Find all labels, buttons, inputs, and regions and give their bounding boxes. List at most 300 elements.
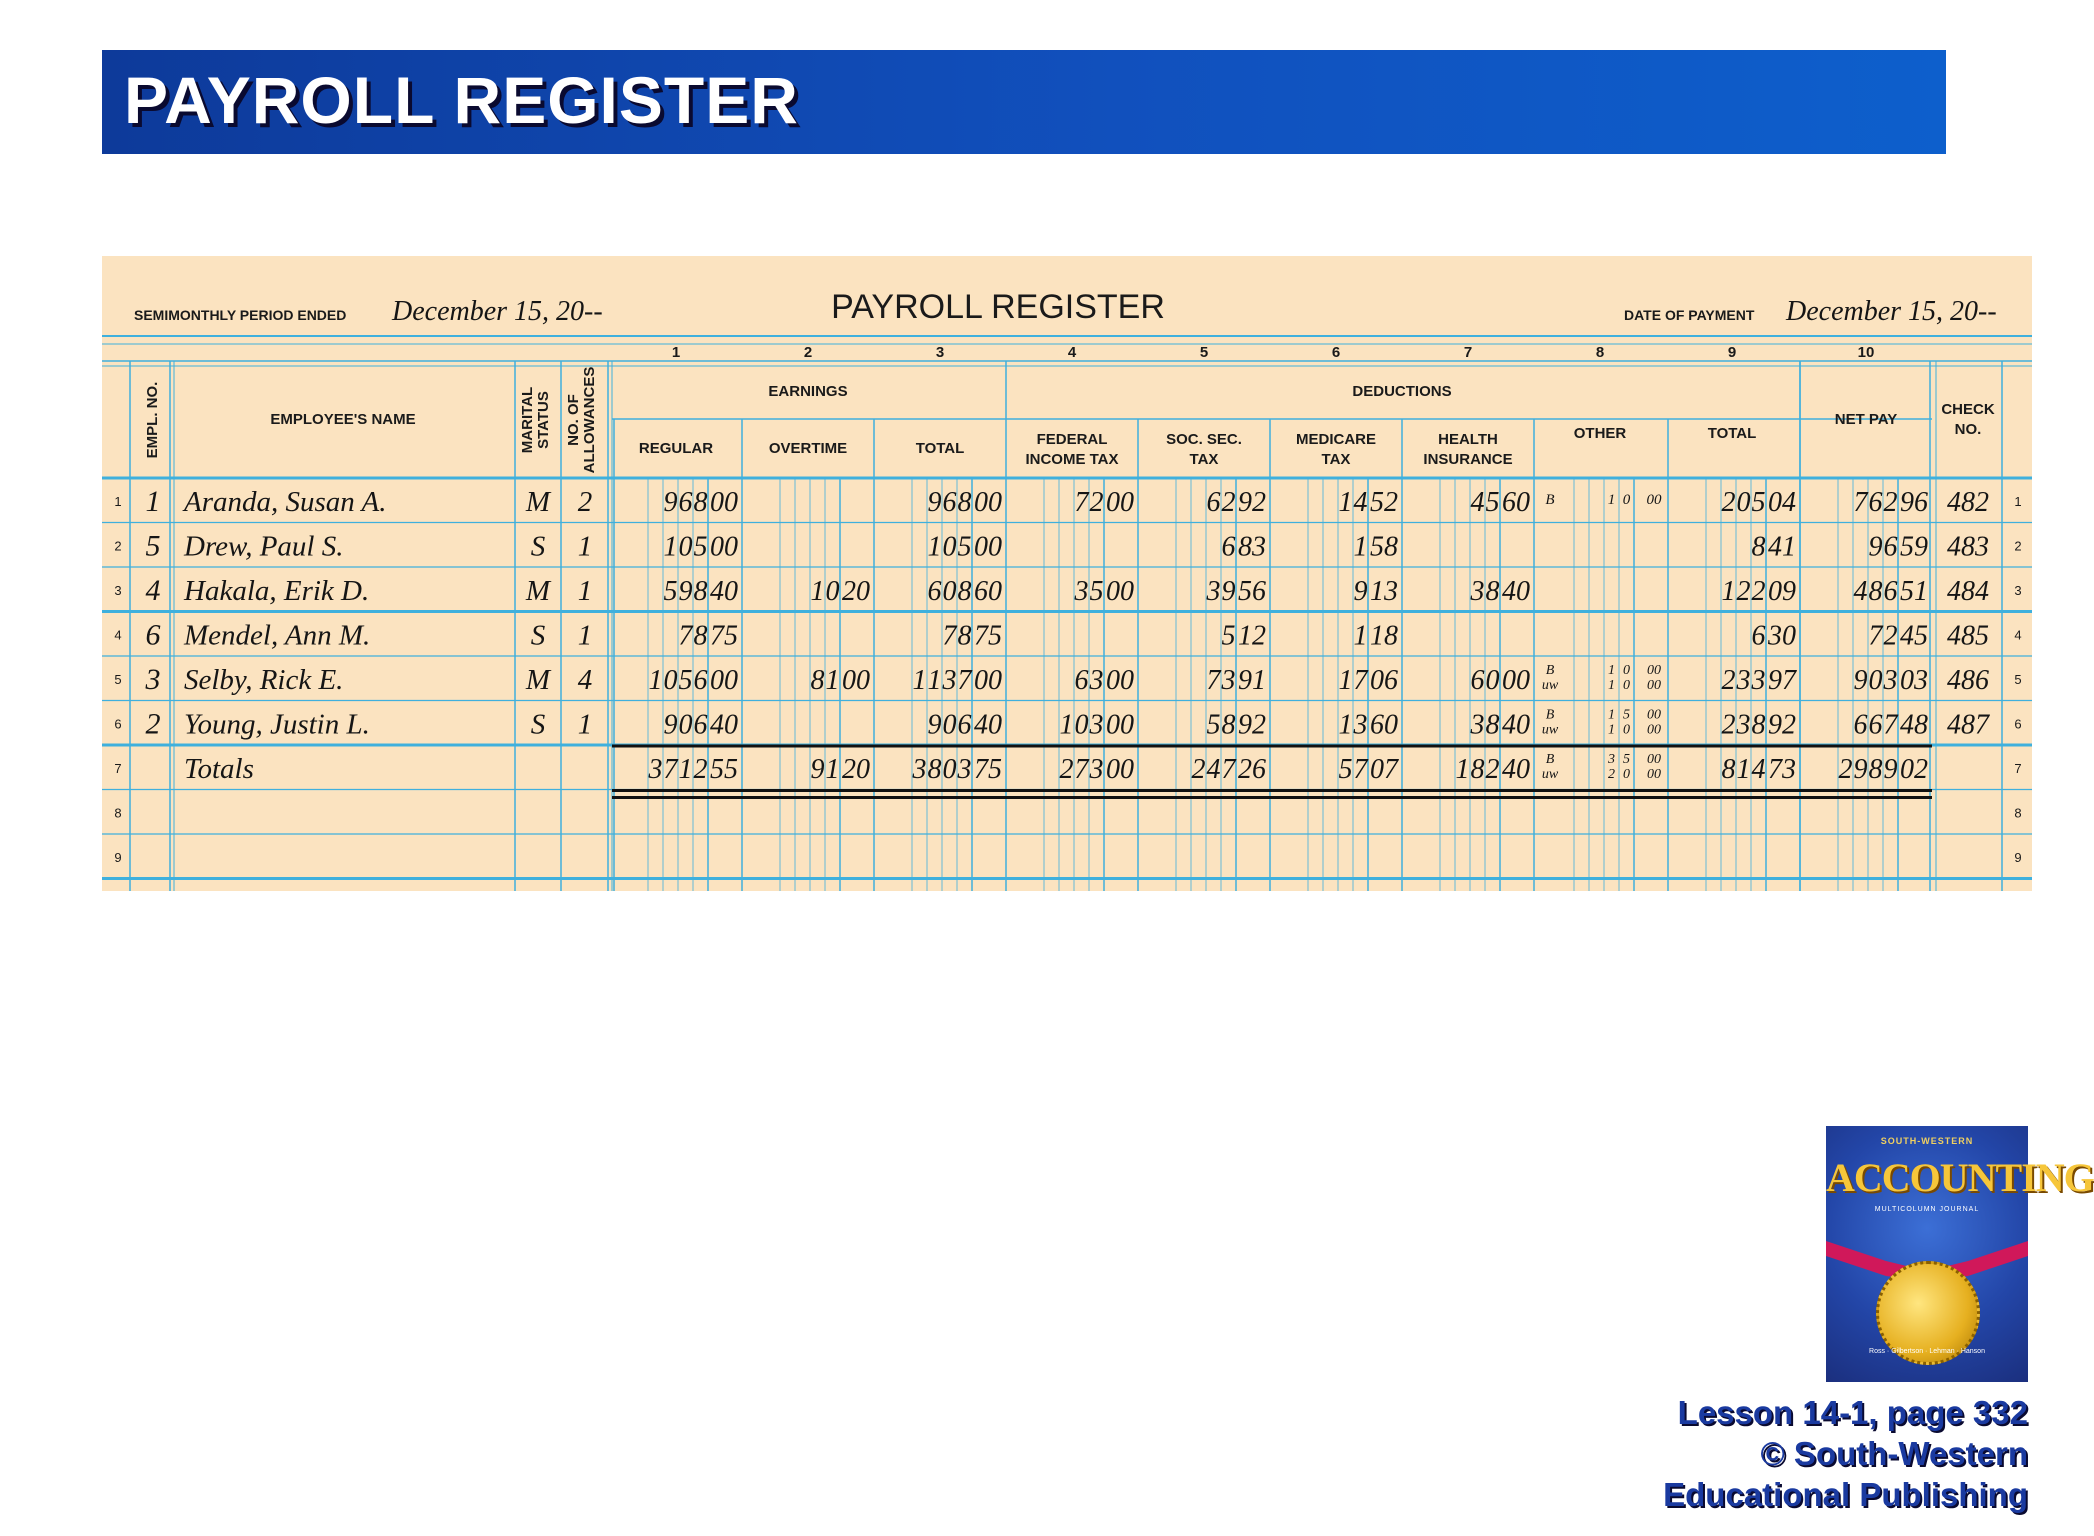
total_ded-amount-cents: 92 [1768, 709, 1796, 741]
federal-amount-digit: 7 [1074, 487, 1089, 518]
medicare-amount-digit: 4 [1353, 487, 1368, 518]
regular-amount-cents: 75 [710, 620, 738, 652]
other-deduction-digit: 0 [1623, 663, 1630, 678]
federal-amount-digit: 3 [1089, 665, 1104, 696]
check-number: 482 [1947, 487, 1989, 518]
marital-status: M [525, 486, 551, 518]
regular-amount-digit: 6 [678, 487, 693, 518]
totals-other-digit: 2 [1608, 767, 1615, 782]
line-number: 7 [2014, 761, 2022, 776]
total_ded-amount-digit: 2 [1751, 576, 1766, 607]
overtime-amount-cents: 00 [842, 665, 870, 696]
header-health: HEALTH [1438, 431, 1498, 448]
column-number: 2 [803, 344, 813, 361]
socsec-amount-digit: 3 [1221, 665, 1236, 696]
column-number: 5 [1199, 344, 1209, 361]
line-number: 8 [2014, 805, 2022, 821]
cover-subtitle: MULTICOLUMN JOURNAL [1874, 1206, 1980, 1213]
credit-publisher: Educational Publishing [1663, 1476, 2028, 1513]
medicare-amount-digit: 1 [1353, 620, 1368, 652]
totals-socsec-digit: 7 [1221, 754, 1236, 785]
total_ded-amount-digit: 8 [1751, 709, 1766, 741]
health-amount-cents: 40 [1502, 709, 1530, 741]
totals-total-digit: 8 [927, 754, 942, 785]
net-amount-digit: 2 [1883, 487, 1898, 518]
regular-amount-digit: 0 [678, 709, 693, 741]
other-deduction-digit: 1 [1608, 707, 1615, 723]
federal-amount-cents: 00 [1106, 665, 1134, 696]
totals-total_ded-cents: 73 [1768, 754, 1796, 785]
other-deduction-digit: 5 [1623, 707, 1630, 723]
net-amount-digit: 9 [1868, 531, 1883, 563]
totals-socsec-digit: 2 [1191, 754, 1206, 785]
health-amount-cents: 60 [1502, 487, 1530, 518]
accounting-book-cover [1826, 1126, 2094, 1382]
federal-amount-digit: 5 [1089, 576, 1104, 607]
medicare-amount-digit: 3 [1353, 709, 1368, 741]
line-number: 3 [114, 583, 122, 598]
total_ded-amount-digit: 6 [1751, 620, 1766, 652]
other-deduction-digit: 1 [1608, 722, 1615, 738]
total_ded-amount-cents: 30 [1768, 620, 1796, 652]
total-amount-cents: 00 [974, 487, 1002, 518]
column-number: 8 [1595, 344, 1605, 361]
header-health: INSURANCE [1423, 451, 1513, 468]
net-amount-digit: 7 [1883, 709, 1898, 741]
total-amount-digit: 0 [942, 531, 957, 563]
total_ded-amount-cents: 41 [1768, 531, 1796, 563]
medicare-amount-cents: 60 [1370, 709, 1398, 741]
other-deduction-cents: 00 [1646, 492, 1662, 508]
header-empl-no: EMPL. NO. [144, 381, 161, 459]
socsec-amount-cents: 92 [1238, 487, 1266, 518]
totals-total-digit: 0 [942, 754, 957, 785]
overtime-amount-digit: 0 [825, 576, 840, 607]
net-amount-cents: 03 [1900, 665, 1928, 696]
credit-lesson: Lesson 14-1, page 332 [1677, 1394, 2028, 1431]
line-number: 2 [2014, 538, 2022, 554]
total-amount-cents: 60 [974, 576, 1002, 607]
title-banner [102, 50, 1946, 154]
cover-series: SOUTH-WESTERN [1880, 1136, 1974, 1146]
socsec-amount-cents: 83 [1238, 531, 1266, 563]
header-socsec: SOC. SEC. [1166, 431, 1242, 448]
total_ded-amount-digit: 3 [1751, 665, 1766, 696]
marital-status: S [530, 530, 546, 563]
check-number: 485 [1947, 620, 1989, 652]
federal-amount-digit: 0 [1074, 709, 1089, 741]
total-amount-digit: 6 [957, 709, 972, 741]
employee-name: Drew, Paul S. [184, 530, 344, 563]
total-amount-digit: 7 [942, 620, 957, 652]
totals-other-digit: 5 [1623, 752, 1630, 767]
totals-federal-digit: 3 [1089, 754, 1104, 785]
other-deduction-code: B [1545, 707, 1555, 723]
header-total-earnings: TOTAL [915, 440, 965, 457]
net-amount-digit: 6 [1883, 576, 1898, 607]
totals-net-digit: 9 [1853, 754, 1868, 785]
line-number: 6 [2014, 716, 2022, 732]
federal-amount-cents: 00 [1106, 487, 1134, 518]
header-regular: REGULAR [638, 440, 714, 457]
line-number: 1 [114, 494, 122, 509]
line-number: 7 [114, 761, 122, 776]
net-amount-cents: 45 [1900, 620, 1928, 652]
credit-copyright: © South-Western [1760, 1435, 2028, 1472]
allowances: 1 [577, 575, 593, 607]
totals-federal-digit: 7 [1074, 754, 1089, 785]
medicare-amount-cents: 13 [1370, 576, 1398, 607]
line-number: 9 [114, 850, 122, 865]
check-number: 483 [1947, 531, 1989, 563]
totals-medicare-digit: 7 [1353, 754, 1368, 785]
medicare-amount-digit: 1 [1338, 487, 1353, 518]
medicare-amount-cents: 18 [1370, 620, 1398, 652]
check-number: 484 [1947, 576, 1989, 607]
slide-title: PAYROLL REGISTER [124, 63, 799, 137]
total-amount-digit: 0 [942, 576, 957, 607]
totals-other-cents: 00 [1647, 767, 1661, 782]
totals-health-digit: 2 [1485, 754, 1500, 785]
allowances: 1 [577, 619, 593, 652]
net-amount-cents: 96 [1900, 487, 1928, 518]
total_ded-amount-digit: 1 [1721, 576, 1736, 607]
line-number: 8 [114, 805, 122, 821]
totals-net-digit: 8 [1868, 754, 1883, 785]
period-label: SEMIMONTHLY PERIOD ENDED [134, 307, 347, 323]
net-amount-cents: 51 [1900, 576, 1928, 607]
overtime-amount-cents: 20 [842, 576, 870, 607]
header-allowances-1: NO. OF [565, 394, 582, 446]
totals-other-cents: 00 [1647, 752, 1661, 767]
totals-other-code: B [1545, 752, 1555, 767]
totals-total_ded-digit: 1 [1736, 754, 1751, 785]
header-employee-name: EMPLOYEE'S NAME [270, 411, 416, 428]
total-amount-cents: 75 [974, 620, 1002, 652]
total-amount-digit: 8 [957, 620, 972, 652]
totals-health-cents: 40 [1502, 754, 1530, 785]
net-amount-digit: 6 [1853, 709, 1868, 741]
allowances: 4 [577, 664, 593, 696]
net-amount-digit: 6 [1868, 709, 1883, 741]
total_ded-amount-cents: 04 [1768, 487, 1796, 518]
totals-overtime-digit: 9 [810, 754, 825, 785]
total-amount-digit: 8 [957, 487, 972, 518]
employee-number: 1 [145, 485, 161, 518]
regular-amount-cents: 00 [710, 531, 738, 563]
line-number: 6 [114, 716, 122, 732]
header-allowances-2: ALLOWANCES [581, 366, 598, 474]
socsec-amount-digit: 6 [1206, 487, 1221, 518]
health-amount-digit: 0 [1485, 665, 1500, 696]
line-number: 5 [2014, 672, 2022, 687]
regular-amount-digit: 0 [678, 531, 693, 563]
totals-total_ded-digit: 8 [1721, 754, 1736, 785]
health-amount-digit: 4 [1470, 487, 1485, 518]
regular-amount-digit: 5 [678, 665, 693, 696]
health-amount-cents: 00 [1502, 665, 1530, 696]
employee-number: 4 [145, 574, 161, 607]
net-amount-digit: 0 [1868, 665, 1883, 696]
total-amount-digit: 6 [942, 487, 957, 518]
health-amount-cents: 40 [1502, 576, 1530, 607]
total_ded-amount-digit: 2 [1736, 576, 1751, 607]
payment-label: DATE OF PAYMENT [1624, 307, 1755, 323]
employee-number: 6 [145, 618, 161, 652]
total_ded-amount-cents: 97 [1768, 665, 1796, 696]
column-number: 9 [1727, 344, 1737, 361]
totals-medicare-cents: 07 [1370, 754, 1398, 785]
total-amount-digit: 9 [927, 709, 942, 741]
net-amount-digit: 6 [1883, 531, 1898, 563]
total-amount-digit: 9 [927, 487, 942, 518]
other-deduction-digit: 1 [1607, 492, 1616, 508]
socsec-amount-digit: 7 [1206, 665, 1221, 696]
socsec-amount-digit: 2 [1221, 487, 1236, 518]
column-number: 10 [1857, 344, 1875, 361]
totals-regular-digit: 3 [648, 754, 663, 785]
federal-amount-digit: 1 [1059, 709, 1074, 741]
other-deduction-digit: 1 [1608, 663, 1615, 678]
column-number: 3 [935, 344, 945, 361]
total-amount-digit: 8 [957, 576, 972, 607]
health-amount-digit: 3 [1470, 709, 1485, 741]
overtime-amount-digit: 1 [810, 576, 825, 607]
column-number: 7 [1463, 344, 1473, 361]
net-amount-digit: 2 [1883, 620, 1898, 652]
net-amount-digit: 8 [1868, 576, 1883, 607]
medicare-amount-digit: 1 [1338, 665, 1353, 696]
health-amount-digit: 3 [1470, 576, 1485, 607]
medicare-amount-digit: 7 [1353, 665, 1368, 696]
header-socsec: TAX [1189, 451, 1219, 468]
period-value: December 15, 20-- [392, 296, 603, 327]
register-title: PAYROLL REGISTER [831, 288, 1165, 326]
payment-value: December 15, 20-- [1786, 296, 1997, 327]
total-amount-cents: 00 [974, 531, 1002, 563]
totals-total-cents: 75 [974, 754, 1002, 785]
other-deduction-digit: 1 [1608, 678, 1615, 693]
socsec-amount-digit: 9 [1221, 576, 1236, 607]
header-deductions: DEDUCTIONS [1352, 383, 1452, 400]
regular-amount-digit: 5 [663, 576, 678, 607]
other-deduction-cents: 00 [1647, 722, 1661, 738]
regular-amount-digit: 8 [693, 620, 708, 652]
socsec-amount-digit: 3 [1206, 576, 1221, 607]
net-amount-digit: 4 [1853, 576, 1868, 607]
socsec-amount-digit: 5 [1206, 709, 1221, 741]
socsec-amount-digit: 5 [1221, 620, 1236, 652]
federal-amount-cents: 00 [1106, 709, 1134, 741]
totals-socsec-digit: 4 [1206, 754, 1221, 785]
socsec-amount-digit: 8 [1221, 709, 1236, 741]
employee-name: Mendel, Ann M. [184, 619, 371, 652]
total-amount-cents: 40 [974, 709, 1002, 741]
net-amount-digit: 3 [1883, 665, 1898, 696]
medicare-amount-digit: 9 [1353, 576, 1368, 607]
total-amount-digit: 1 [912, 665, 927, 696]
socsec-amount-cents: 12 [1238, 620, 1266, 652]
total-amount-digit: 5 [957, 531, 972, 563]
socsec-amount-digit: 6 [1221, 531, 1236, 563]
marital-status: S [530, 708, 546, 741]
total-amount-digit: 6 [927, 576, 942, 607]
marital-status: M [525, 664, 551, 696]
total_ded-amount-digit: 8 [1751, 531, 1766, 563]
totals-total-digit: 3 [912, 754, 927, 785]
regular-amount-digit: 0 [663, 665, 678, 696]
regular-amount-digit: 8 [693, 487, 708, 518]
total_ded-amount-digit: 2 [1721, 487, 1736, 518]
total-amount-digit: 0 [942, 709, 957, 741]
slide-credits [1663, 1392, 2028, 1515]
socsec-amount-cents: 91 [1238, 665, 1266, 696]
net-amount-digit: 7 [1853, 487, 1868, 518]
allowances: 2 [577, 486, 593, 518]
check-number: 486 [1947, 665, 1989, 696]
totals-regular-digit: 2 [693, 754, 708, 785]
regular-amount-digit: 7 [678, 620, 693, 652]
socsec-amount-cents: 56 [1238, 576, 1266, 607]
totals-federal-digit: 2 [1059, 754, 1074, 785]
regular-amount-digit: 9 [663, 487, 678, 518]
employee-name: Selby, Rick E. [184, 664, 344, 696]
other-deduction-cents: 00 [1647, 707, 1661, 723]
employee-name: Hakala, Erik D. [184, 575, 370, 607]
header-federal: INCOME TAX [1025, 451, 1119, 468]
medicare-amount-digit: 1 [1353, 531, 1368, 563]
net-amount-digit: 6 [1868, 487, 1883, 518]
net-amount-cents: 48 [1900, 709, 1928, 741]
regular-amount-digit: 6 [693, 709, 708, 741]
other-deduction-digit: 0 [1623, 678, 1630, 693]
header-marital-2: STATUS [535, 391, 552, 449]
totals-label: Totals [184, 753, 254, 785]
health-amount-digit: 5 [1485, 487, 1500, 518]
regular-amount-cents: 40 [710, 576, 738, 607]
regular-amount-digit: 9 [663, 709, 678, 741]
health-amount-digit: 8 [1485, 709, 1500, 741]
header-earnings: EARNINGS [768, 383, 848, 400]
totals-overtime-cents: 20 [842, 754, 870, 785]
totals-overtime-digit: 1 [825, 754, 840, 785]
federal-amount-digit: 2 [1089, 487, 1104, 518]
regular-amount-digit: 8 [693, 576, 708, 607]
header-overtime: OVERTIME [768, 440, 848, 457]
totals-total_ded-digit: 4 [1751, 754, 1766, 785]
totals-other-code: uw [1541, 767, 1559, 782]
column-number: 4 [1067, 344, 1077, 361]
total_ded-amount-digit: 0 [1736, 487, 1751, 518]
totals-socsec-cents: 26 [1238, 754, 1266, 785]
header-total-deductions: TOTAL [1707, 425, 1757, 442]
regular-amount-digit: 1 [663, 531, 678, 563]
totals-other-digit: 0 [1623, 767, 1630, 782]
totals-health-digit: 1 [1455, 754, 1470, 785]
medicare-amount-cents: 58 [1370, 531, 1398, 563]
medicare-amount-digit: 1 [1338, 709, 1353, 741]
total-amount-digit: 1 [927, 665, 942, 696]
line-number: 4 [2014, 627, 2022, 643]
regular-amount-cents: 40 [710, 709, 738, 741]
allowances: 1 [577, 530, 593, 563]
other-deduction-digit: 0 [1622, 492, 1631, 508]
totals-federal-cents: 00 [1106, 754, 1134, 785]
regular-amount-digit: 6 [693, 665, 708, 696]
column-number: 1 [671, 344, 681, 361]
header-check-no: CHECK [1941, 401, 1995, 418]
marital-status: M [525, 575, 551, 607]
total_ded-amount-digit: 2 [1721, 665, 1736, 696]
employee-name: Young, Justin L. [184, 708, 370, 741]
overtime-amount-digit: 8 [810, 665, 825, 696]
medicare-amount-cents: 06 [1370, 665, 1398, 696]
employee-number: 3 [145, 663, 161, 696]
total_ded-amount-digit: 3 [1736, 709, 1751, 741]
federal-amount-cents: 00 [1106, 576, 1134, 607]
column-number: 6 [1331, 344, 1341, 361]
payroll-register-grid [102, 256, 2032, 891]
line-number: 1 [2014, 494, 2022, 509]
header-medicare: TAX [1321, 451, 1351, 468]
header-check-no: NO. [1954, 421, 1982, 438]
regular-amount-cents: 00 [710, 665, 738, 696]
header-other: OTHER [1573, 425, 1627, 442]
allowances: 1 [577, 708, 593, 741]
other-deduction-cents: 00 [1647, 663, 1661, 678]
totals-regular-digit: 7 [663, 754, 678, 785]
line-number: 3 [2014, 583, 2022, 598]
overtime-amount-digit: 1 [825, 665, 840, 696]
header-federal: FEDERAL [1036, 431, 1108, 448]
socsec-amount-cents: 92 [1238, 709, 1266, 741]
total-amount-digit: 1 [927, 531, 942, 563]
health-amount-digit: 8 [1485, 576, 1500, 607]
regular-amount-digit: 9 [678, 576, 693, 607]
total_ded-amount-cents: 09 [1768, 576, 1796, 607]
line-number: 2 [114, 538, 122, 554]
employee-number: 2 [145, 707, 161, 741]
federal-amount-digit: 6 [1074, 665, 1089, 696]
regular-amount-digit: 1 [648, 665, 663, 696]
federal-amount-digit: 3 [1089, 709, 1104, 741]
line-number: 5 [114, 672, 122, 687]
health-amount-digit: 6 [1470, 665, 1485, 696]
other-deduction-code: B [1545, 492, 1555, 508]
marital-status: S [530, 619, 546, 652]
total_ded-amount-digit: 3 [1736, 665, 1751, 696]
totals-health-digit: 8 [1470, 754, 1485, 785]
check-number: 487 [1947, 709, 1989, 741]
totals-regular-digit: 1 [678, 754, 693, 785]
federal-amount-digit: 3 [1074, 576, 1089, 607]
total-amount-digit: 3 [942, 665, 957, 696]
net-amount-digit: 9 [1853, 665, 1868, 696]
other-deduction-cents: 00 [1647, 678, 1661, 693]
totals-other-digit: 3 [1608, 752, 1615, 767]
total-amount-cents: 00 [974, 665, 1002, 696]
net-amount-cents: 59 [1900, 531, 1928, 563]
employee-name: Aranda, Susan A. [184, 486, 387, 518]
totals-net-digit: 2 [1838, 754, 1853, 785]
line-number: 9 [2014, 850, 2022, 865]
totals-medicare-digit: 5 [1338, 754, 1353, 785]
total-amount-digit: 7 [957, 665, 972, 696]
medicare-amount-cents: 52 [1370, 487, 1398, 518]
net-amount-digit: 7 [1868, 620, 1883, 652]
other-deduction-code: B [1545, 663, 1555, 678]
totals-net-digit: 9 [1883, 754, 1898, 785]
